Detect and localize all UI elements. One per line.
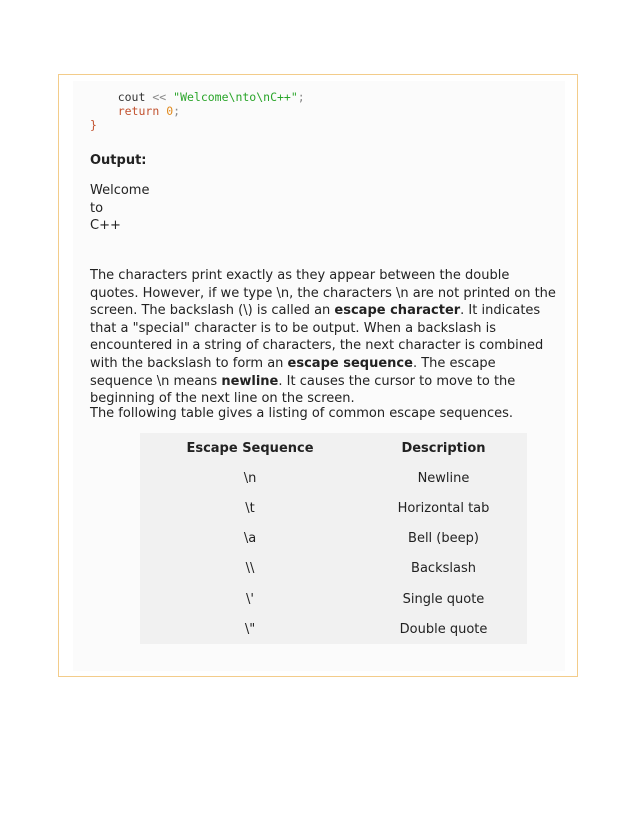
- description-cell: Bell (beep): [408, 531, 479, 547]
- code-semicolon: ;: [297, 90, 305, 104]
- column-header-escape-sequence: Escape Sequence: [186, 440, 314, 456]
- paragraph-text: . The escape sequence \n means: [90, 355, 496, 389]
- code-identifier: cout: [117, 90, 146, 104]
- description-cell: Horizontal tab: [397, 500, 490, 516]
- table-header-row: [140, 433, 527, 463]
- content-frame: [58, 74, 578, 677]
- code-line-1: [90, 90, 305, 104]
- term-escape-sequence: escape sequence: [287, 355, 413, 371]
- description-cell: Backslash: [411, 561, 476, 577]
- table-row: [140, 524, 527, 554]
- code-number: 0: [166, 104, 174, 118]
- escape-sequence-cell: \t: [245, 500, 255, 516]
- output-heading: Output:: [90, 153, 147, 168]
- column-header-description: Description: [401, 440, 486, 456]
- description-cell: Newline: [417, 470, 470, 486]
- description-cell: Single quote: [402, 591, 485, 607]
- content-panel: [73, 81, 565, 671]
- explanation-paragraph: [90, 267, 560, 408]
- output-line: to: [90, 200, 104, 216]
- table-intro: The following table gives a listing of common escape sequences.: [90, 406, 514, 421]
- escape-sequence-cell: \n: [243, 470, 257, 486]
- table-row: [140, 554, 527, 584]
- code-semicolon: ;: [173, 104, 181, 118]
- escape-sequence-cell: \\: [245, 561, 255, 577]
- code-operator: <<: [152, 90, 167, 104]
- paragraph-text: . It causes the cursor to move to the beginning of the next line on the screen.: [90, 373, 516, 407]
- description-cell: Double quote: [399, 621, 488, 637]
- code-keyword: return: [117, 104, 160, 118]
- code-closing-brace: }: [90, 118, 97, 132]
- table-row: [140, 614, 527, 644]
- escape-sequence-cell: \a: [243, 531, 257, 547]
- paragraph-text: The characters print exactly as they appear between the double quotes. However, if we type \n, the characters \n are not printed on the screen. The backslash (\) is called an: [90, 268, 556, 319]
- code-string: "Welcome\nto\nC++": [173, 90, 298, 104]
- paragraph-text: . It indicates that a "special" character is to be output. When a backslash is encountered in a string of characters, the next character is combined with the backslash to form an: [90, 303, 544, 371]
- escape-sequence-table: [140, 433, 527, 644]
- table-row: [140, 463, 527, 493]
- escape-sequence-cell: \": [244, 621, 256, 637]
- term-newline: newline: [221, 373, 279, 389]
- output-line: C++: [90, 218, 121, 234]
- table-row: [140, 584, 527, 614]
- term-escape-character: escape character: [334, 303, 461, 319]
- code-line-2: [90, 104, 180, 118]
- table-row: [140, 493, 527, 523]
- code-block: [90, 90, 305, 132]
- output-lines: [90, 182, 149, 235]
- escape-sequence-cell: \': [246, 591, 254, 607]
- output-line: Welcome: [90, 183, 150, 198]
